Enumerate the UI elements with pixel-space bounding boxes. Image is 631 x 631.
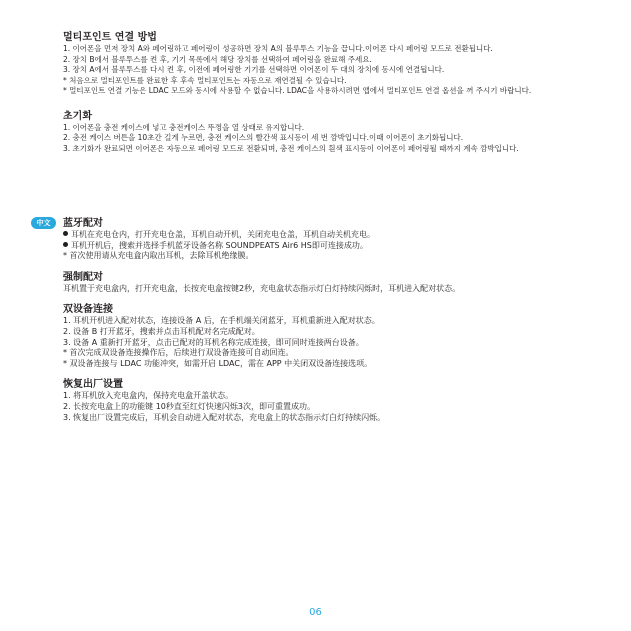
factory-reset-section [63,378,583,423]
bt-pairing-line-2 [63,241,583,252]
factory-reset-step-3: 3. 恢复出厂设置完成后，耳机会自动进入配对状态，充电盒上的状态指示灯白灯持续闪烁。 [63,412,386,422]
factory-reset-step-2: 2. 长按充电盒上的功能键 10秒直至红灯快速闪烁3次，即可重置成功。 [63,401,315,411]
bt-pairing-title: 蓝牙配对 [63,218,103,229]
chinese-language-badge: 中文 [31,217,56,229]
bt-pairing-text-1: 耳机在充电仓内，打开充电仓盖，耳机自动开机，关闭充电仓盖，耳机自动关机充电。 [71,230,375,239]
force-pairing-text: 耳机置于充电盒内，打开充电盒，长按充电盒按键2秒，充电盒状态指示灯白灯持续闪烁时，耳机进入配对状态。 [63,283,461,293]
dual-device-note-1: * 首次完成双设备连接操作后，后续进行双设备连接可自动回连。 [63,348,294,358]
force-pairing-title: 强制配对 [63,271,103,283]
reset-section [63,110,623,155]
multipoint-note-1: * 처음으로 멀티포인트를 완료한 후 후속 멀티포인트는 자동으로 재연결될 수 있습니다. [63,75,347,85]
factory-reset-step-1: 1. 将耳机放入充电盒内，保持充电盒开盖状态。 [63,391,234,401]
bt-pairing-line-1 [63,230,583,241]
force-pairing-section [63,271,583,295]
multipoint-step-1: 1. 이어폰을 먼저 장치 A와 페어링하고 페어링이 성공하면 장치 A의 블루투스 기능을 끕니다.이어폰 다시 페어링 모드로 전환됩니다. [63,44,493,53]
bt-pairing-text-2: 耳机开机后，搜索并选择手机蓝牙设备名称 SOUNDPEATS Air6 HS即可连接成功。 [71,240,368,250]
dual-device-step-1: 1. 耳机开机进入配对状态，连接设备 A 后，在手机端关闭蓝牙，耳机重新进入配对状态。 [63,316,380,326]
bt-pairing-section [63,217,583,262]
korean-section [63,31,623,154]
bullet-icon [63,231,68,236]
dual-device-step-3: 3. 设备 A 重新打开蓝牙，点击已配对的耳机名称完成连接，即可同时连接两台设备。 [63,337,364,347]
multipoint-step-2: 2. 장치 B에서 블루투스를 켠 후, 기기 목록에서 해당 장치를 선택하여 페어링을 완료해 주세요. [63,54,372,64]
dual-device-note-2: * 双设备连接与 LDAC 功能冲突，如需开启 LDAC，需在 APP 中关闭双设备连接选项。 [63,358,373,368]
multipoint-section [63,31,623,97]
dual-device-title: 双设备连接 [63,304,113,316]
multipoint-step-3: 3. 장치 A에서 블루투스를 다시 켠 후, 이전에 페어링한 기기를 선택하면 이어폰이 두 대의 장치에 동시에 연결됩니다. [63,65,445,74]
reset-step-2: 2. 충전 케이스 버튼을 10초간 길게 누르면, 충전 케이스의 빨간색 표시등이 세 번 깜박입니다.이때 이어폰이 초기화됩니다. [63,133,464,142]
factory-reset-title: 恢复出厂设置 [63,379,123,391]
reset-title: 초기화 [63,110,92,122]
dual-device-step-2: 2. 设备 B 打开蓝牙，搜索并点击耳机配对名完成配对。 [63,326,260,336]
multipoint-note-2: * 멀티포인트 연결 기능은 LDAC 모드와 동시에 사용할 수 없습니다. LDAC을 사용하시려면 앱에서 멀티포인트 연결 옵션을 꺼 주시기 바랍니다. [63,86,532,95]
reset-step-1: 1. 이어폰을 충전 케이스에 넣고 충전케이스 뚜껑을 열 상태로 유지합니다. [63,122,305,132]
page-number: 06 [309,607,322,618]
multipoint-title: 멀티포인트 연결 방법 [63,32,157,43]
bt-pairing-note: * 首次使用请从充电盒内取出耳机，去除耳机绝缘膜。 [63,251,254,261]
bullet-icon [63,242,68,247]
reset-step-3: 3. 초기화가 완료되면 이어폰은 자동으로 페어링 모드로 전환되며, 충전 케이스의 흰색 표시등이 이어폰이 페어링될 때까지 계속 깜박입니다. [63,143,519,153]
dual-device-section [63,303,583,369]
chinese-section [63,217,583,423]
